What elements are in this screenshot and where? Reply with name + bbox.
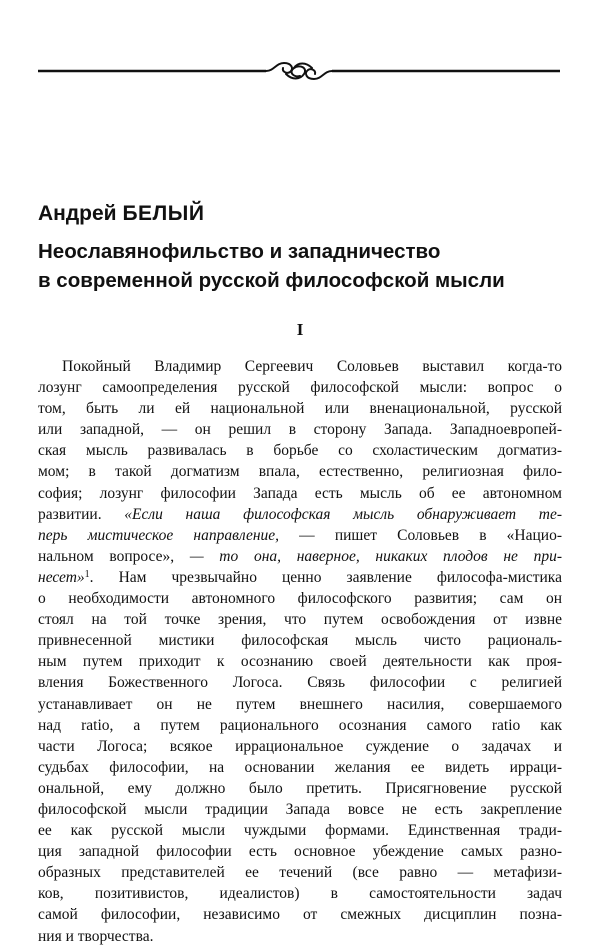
text-line [38,461,562,482]
text-run: несет» [38,568,85,586]
text-line [38,546,562,567]
text-run: . Нам чрезвычайно ценно заявление философа-мистика [89,568,562,586]
text-run: части Логоса; всякое иррациональное суждение о задачах и [38,737,562,755]
text-line [38,377,562,398]
header-ornament-icon [38,56,560,84]
text-run: — то она, наверное, никаких плодов не при- [189,547,562,565]
text-line [38,757,562,778]
text-run: ее как русской мысли чуждыми формами. Единственная тради- [38,822,562,840]
text-run: — пишет Соловьев в «Нацио- [279,526,562,544]
text-run: «Если наша философская мысль обнаруживает те- [124,505,562,523]
section-numeral: I [296,320,304,339]
text-run: ция западной философии есть основное убеждение самых разно- [38,843,562,861]
text-line [38,588,562,609]
text-line [38,525,562,546]
text-run: ным путем приходит к осознанию своей деятельности как проя- [38,653,562,671]
text-line [38,440,562,461]
text-run: или западной, — он решил в сторону Запада. Западноевропей- [38,421,562,439]
text-line [38,630,562,651]
text-run: над ratio, а путем рационального осознания самого ratio как [38,716,562,734]
text-line [38,419,562,440]
text-line [38,883,562,904]
text-run: развитии. [38,505,125,523]
text-run: вления Божественного Логоса. Связь философии с религией [38,674,562,692]
text-line [38,926,562,947]
text-line [38,736,562,757]
text-line [38,694,562,715]
body-text [38,356,562,947]
text-run: привнесенной мистики философская мысль чисто рациональ- [38,632,562,650]
text-run: судьбах философии, на основании желания ее видеть ирраци- [38,758,562,776]
text-run: ональной, ему должно было претить. Присягновение русской [38,779,562,797]
text-run: устанавливает он не путем внешнего насилия, совершаемого [38,695,562,713]
text-run: философской мысли традиции Запада вовсе не есть закрепление [38,800,562,818]
text-run: мом; в такой догматизм впала, естественно, религиозная фило- [38,463,562,481]
text-line [38,778,562,799]
text-run: самой философии, независимо от смежных дисциплин позна- [38,906,562,924]
text-run: софия; лозунг философии Запада есть мысль об ее автономном [38,484,562,502]
title-line-2: в современной русской философской мысли [38,269,505,292]
footnote-marker: 1 [84,568,90,580]
author-last-name: БЕЛЫЙ [122,202,205,225]
text-run: о необходимости автономного философского развития; сам он [38,590,562,608]
text-line [38,841,562,862]
title-line-1: Неославянофильство и западничество [38,240,441,263]
text-line [38,904,562,925]
text-run: ков, позитивистов, идеалистов) в самостоятельности задач [38,885,562,903]
text-run: том, быть ли ей национальной или вненациональной, русской [38,400,562,418]
article-title [38,237,558,295]
text-run: Покойный Владимир Сергеевич Соловьев выставил когда-то [62,358,562,375]
author-name [38,200,558,228]
text-run: ская мысль развивалась в борьбе со схоластическим догматиз- [38,442,562,460]
text-run: образных представителей ее течений (все равно — метафизи- [38,864,562,882]
text-line [38,504,562,525]
text-run: стоял на той точке зрения, что путем освобождения от извне [38,611,562,629]
text-line [38,567,562,588]
text-line [38,609,562,630]
text-run: нальном вопросе», [38,547,190,565]
text-run: перь мистическое направление, [38,526,280,544]
text-line [38,672,562,693]
text-run: ния и творчества. [38,927,154,945]
author-first-name: Андрей [38,202,117,225]
text-line [38,483,562,504]
text-run: лозунг самоопределения русской философской мысли: вопрос о [38,379,562,397]
text-line [38,862,562,883]
text-line [38,820,562,841]
text-line [38,398,562,419]
text-line [38,651,562,672]
text-line [38,715,562,736]
text-line [38,356,562,377]
text-line [38,799,562,820]
